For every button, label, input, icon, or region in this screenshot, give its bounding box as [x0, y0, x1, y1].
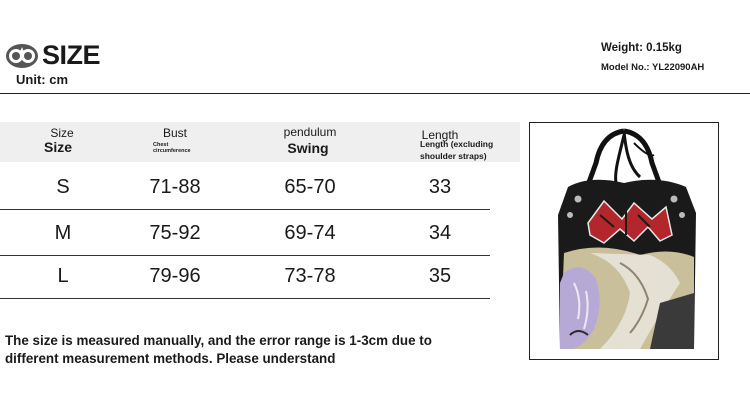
row-divider — [0, 209, 490, 210]
cell-length-l: 35 — [428, 265, 452, 287]
brand-logo-icon — [5, 43, 39, 69]
cell-length-m: 34 — [428, 222, 452, 244]
unit-label: Unit: cm — [16, 72, 68, 87]
cell-bust-s: 71-88 — [149, 176, 201, 198]
col-swing-bottom: Swing — [287, 140, 329, 156]
measurement-note — [5, 332, 432, 368]
weight-label: Weight: 0.15kg — [601, 42, 682, 54]
cell-size-l: L — [57, 265, 69, 287]
row-divider — [0, 255, 490, 256]
col-swing-top: pendulum — [283, 125, 337, 139]
size-table-header — [0, 122, 520, 162]
cell-swing-m: 69-74 — [284, 222, 336, 244]
col-length-top: Length — [421, 128, 459, 142]
model-number: Model No.: YL22090AH — [601, 62, 705, 73]
col-length-bottom: Length (excluding shoulder straps) — [420, 139, 494, 161]
cell-bust-l: 79-96 — [149, 265, 201, 287]
cell-swing-s: 65-70 — [284, 176, 336, 198]
halter-top-photo — [530, 123, 718, 359]
cell-size-m: M — [54, 222, 72, 244]
cell-swing-l: 73-78 — [284, 265, 336, 287]
product-photo — [529, 122, 719, 360]
col-bust-top: Bust — [162, 126, 187, 140]
page-title: SIZE — [42, 40, 101, 70]
cell-bust-m: 75-92 — [149, 222, 201, 244]
note-line-1: The size is measured manually, and the error range is 1-3cm due to — [5, 333, 432, 348]
row-divider — [0, 298, 490, 299]
note-line-2: different measurement methods. Please understand — [5, 351, 336, 366]
col-size-top: Size — [50, 126, 74, 140]
cell-size-s: S — [56, 176, 70, 198]
header-divider — [0, 93, 750, 94]
col-bust-sub: Chest circumference — [153, 142, 191, 154]
col-size-bottom: Size — [43, 139, 72, 155]
cell-length-s: 33 — [428, 176, 452, 198]
